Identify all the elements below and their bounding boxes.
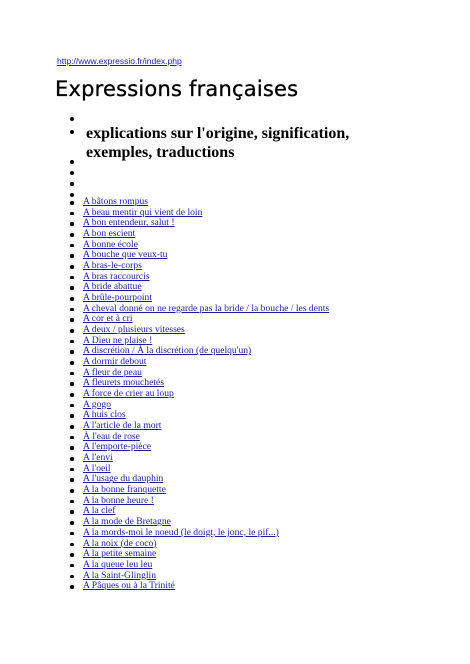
bullet-dot <box>70 425 74 429</box>
expression-link[interactable]: A l'usage du dauphin <box>83 473 164 485</box>
bullet-dot <box>70 329 74 333</box>
bullet-dot <box>70 382 74 386</box>
page-title: Expressions françaises <box>55 77 299 101</box>
expression-link[interactable]: A l'emporte-pièce <box>83 441 152 453</box>
bullet-dot <box>70 233 74 237</box>
bullet-dot <box>70 457 74 461</box>
expression-link[interactable]: A brûle-pourpoint <box>83 292 153 304</box>
expression-link[interactable]: A bon entendeur, salut ! <box>83 217 175 229</box>
bullet-dot <box>70 414 74 418</box>
bullet-dot <box>70 222 74 226</box>
expression-link[interactable]: A la bonne heure ! <box>83 494 154 506</box>
bullet-dot <box>70 585 74 589</box>
bullet-dot <box>70 361 74 365</box>
bullet-dot <box>70 446 74 450</box>
expression-link[interactable]: A bouche que veux-tu <box>83 249 168 261</box>
bullet-dot <box>70 478 74 482</box>
expression-link[interactable]: A cheval donné on ne regarde pas la bride / la bouche / les dents <box>83 302 330 314</box>
bullet-dot <box>70 308 74 312</box>
expression-link[interactable]: A dormir debout <box>83 356 147 368</box>
list-item <box>70 442 400 453</box>
expression-link[interactable]: A bâtons rompus <box>83 196 149 207</box>
list-item <box>70 528 400 539</box>
expression-link[interactable]: A Dieu ne plaise ! <box>83 334 153 346</box>
bullet-dot <box>70 212 74 216</box>
bullet-dot <box>70 553 74 557</box>
expression-link[interactable]: A la petite semaine <box>83 548 157 560</box>
bullet-dot <box>70 201 74 205</box>
bullet-dot <box>70 532 74 536</box>
bullet-dot <box>70 244 74 248</box>
expression-link[interactable]: A bonne école <box>83 238 138 250</box>
expression-link[interactable]: A la Saint-Glinglin <box>83 569 157 581</box>
expression-link[interactable]: A l'envi <box>83 452 113 464</box>
bullet-dot <box>70 575 74 579</box>
bullet-dot <box>70 350 74 354</box>
bullet-dot <box>70 404 74 408</box>
bullet-dot <box>70 393 74 397</box>
expression-link-list <box>70 197 400 592</box>
source-url-link[interactable]: http://www.expressio.fr/index.php <box>57 56 182 66</box>
bullet-dot <box>70 489 74 493</box>
list-item <box>70 560 400 571</box>
bullet-dot <box>70 543 74 547</box>
expression-link[interactable]: A bras-le-corps <box>83 260 142 272</box>
bullet-dot <box>70 130 74 134</box>
bullet-dot <box>70 340 74 344</box>
list-item <box>70 453 400 464</box>
expression-link[interactable]: A la queue leu leu <box>83 558 153 570</box>
expression-link[interactable]: A gogo <box>83 398 111 410</box>
bullet-dot <box>70 160 74 164</box>
expression-link[interactable]: A l'article de la mort <box>83 420 162 432</box>
list-item <box>70 496 400 507</box>
expression-link[interactable]: À l'eau de rose <box>83 430 140 442</box>
expression-link[interactable]: A beau mentir qui vient de loin <box>83 206 203 218</box>
bullet-dot <box>70 265 74 269</box>
expression-link[interactable]: A la noix (de coco) <box>83 537 157 549</box>
bullet-dot <box>70 318 74 322</box>
expression-link[interactable]: A bride abattue <box>83 281 142 293</box>
bullet-dot <box>70 276 74 280</box>
expression-link[interactable]: A Pâques ou à la Trinité <box>83 580 175 592</box>
bullet-dot <box>70 372 74 376</box>
bullet-dot <box>70 436 74 440</box>
expression-link[interactable]: A huis clos <box>83 409 126 421</box>
bullet-dot <box>70 297 74 301</box>
expression-link[interactable]: A bon escient <box>83 228 136 240</box>
section-heading: explications sur l'origine, signification, exemples, traductions <box>86 125 350 161</box>
expression-link[interactable]: A cor et à cri <box>83 313 133 325</box>
expression-link[interactable]: A la bonne franquette <box>83 484 166 496</box>
bullet-dot <box>70 564 74 568</box>
bullet-dot <box>70 500 74 504</box>
bullet-dot <box>70 510 74 514</box>
bullet-dot <box>70 182 74 186</box>
expression-link[interactable]: A force de crier au loup <box>83 388 174 400</box>
bullet-dot <box>70 254 74 258</box>
expression-link[interactable]: A fleur de peau <box>83 366 142 378</box>
expression-link[interactable]: A deux / plusieurs vitesses <box>83 324 185 336</box>
bullet-dot <box>70 286 74 290</box>
expression-link[interactable]: A la mode de Bretagne <box>83 516 171 528</box>
expression-link[interactable]: A fleurets mouchetés <box>83 377 164 389</box>
expression-link[interactable]: A la clef <box>83 505 116 517</box>
list-item <box>70 581 400 592</box>
bullet-dot <box>70 171 74 175</box>
bullet-dot <box>70 468 74 472</box>
expression-link[interactable]: A la mords-moi le noeud (le doigt, le jonc, le pif...) <box>83 526 279 538</box>
expression-link[interactable]: A bras raccourcis <box>83 270 150 282</box>
list-item <box>70 389 400 400</box>
bullet-dot <box>70 521 74 525</box>
bullet-dot <box>70 117 74 121</box>
expression-link[interactable]: A l'oeil <box>83 462 111 474</box>
expression-link[interactable]: A discrétion / À la discrétion (de quelqu'un) <box>83 345 252 357</box>
